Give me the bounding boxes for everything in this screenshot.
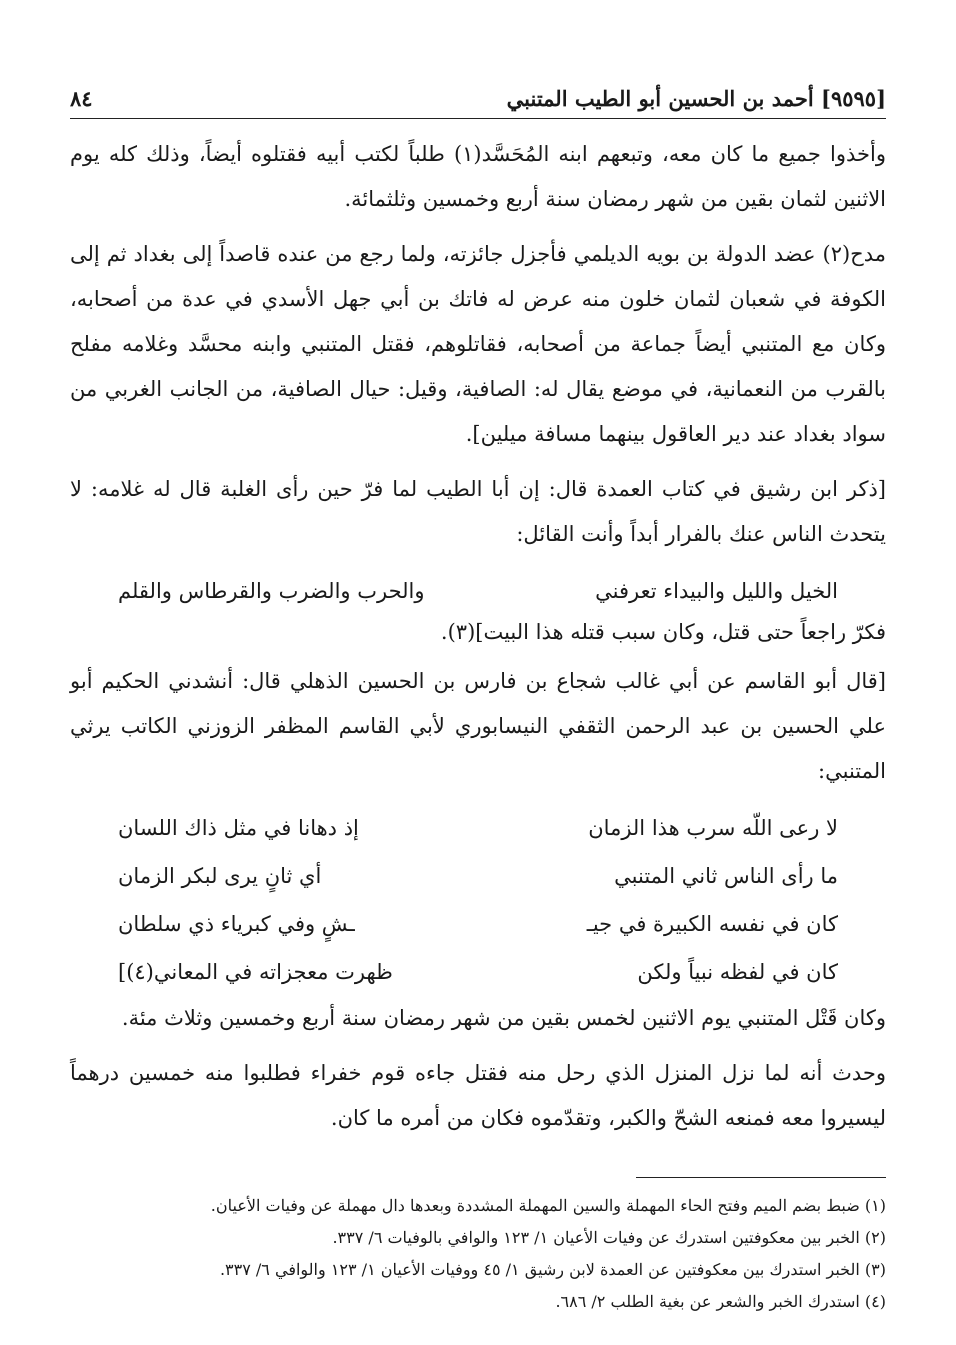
paragraph-1: وأخذوا جميع ما كان معه، وتبعهم ابنه المُحَسَّد(١) طلباً لكتب أبيه فقتلوه أيضاً، وذلك كله يوم الاثنين لثمان بقين من شهر رمضان سنة أربع وخمسين وثلثمائة. [70, 142, 886, 211]
elegy-line [70, 804, 886, 852]
elegy-hemistich-first: كان في نفسه الكبيرة في جيـ [586, 912, 838, 936]
elegy-line [70, 852, 886, 900]
verse-line [70, 567, 886, 615]
footnote: (٤) استدرك الخبر والشعر عن بغية الطلب ٢/ ٦٨٦. [555, 1292, 886, 1311]
footnotes [70, 1190, 886, 1318]
elegy-line [70, 948, 886, 996]
document-page [70, 0, 886, 1345]
verse-hemistich-first: الخيل والليل والبيداء تعرفني [595, 579, 838, 603]
verse-hemistich-second: والحرب والضرب والقرطاس والقلم [118, 579, 425, 603]
footnote: (٢) الخبر بين معكوفتين استدرك عن وفيات الأعيان ١/ ١٢٣ والوافي بالوفيات ٦/ ٣٣٧. [332, 1228, 886, 1247]
elegy-line [70, 900, 886, 948]
elegy-hemistich-first: ما رأى الناس ثاني المتنبي [614, 864, 838, 888]
paragraph-3: [ذكر ابن رشيق في كتاب العمدة قال: إن أبا الطيب لما فرّ حين رأى الغلبة قال له غلامه: لا يتحدث الناس عنك بالفرار أبداً وأنت القائل: [70, 477, 886, 546]
footnote: (٣) الخبر استدرك بين معكوفتين عن العمدة لابن رشيق ١/ ٤٥ ووفيات الأعيان ١/ ١٢٣ والوافي ٦/ ٣٣٧. [219, 1260, 886, 1279]
main-text [70, 132, 886, 1318]
elegy-hemistich-second: ـشٍ وفي كبرياء ذي سلطان [118, 912, 355, 936]
elegy-hemistich-first: كان في لفظه نبياً ولكن [637, 960, 838, 984]
elegy-hemistich-second: ظهرت معجزاته في المعاني(٤)] [118, 960, 393, 984]
footnote: (١) ضبط بضم الميم وفتح الحاء المهملة والسين المهملة المشددة وبعدها دال مهملة عن وفيات الأعيان. [210, 1196, 886, 1215]
paragraph-4: [قال أبو القاسم عن أبي غالب شجاع بن فارس بن الحسين الذهلي قال: أنشدني الحكيم أبو علي الحسين بن عبد الرحمن الثقفي النيسابوري لأبي القاسم المظفر الزوزني الكاتب يرثي المتنبي: [70, 669, 886, 783]
elegy-hemistich-second: إذ دهانا في مثل ذاك اللسان [118, 816, 359, 840]
footnote-separator [636, 1177, 886, 1178]
after-verse-text: فكرّ راجعاً حتى قتل، وكان سبب قتله هذا البيت](٣). [440, 620, 886, 644]
paragraph-6: وحدث أنه لما نزل المنزل الذي رحل منه فقتل جاءه قوم خفراء فطلبوا منه خمسين درهماً ليسيروا معه فمنعه الشحّ والكبر، وتقدّموه فكان من أمره ما كان. [70, 1061, 886, 1130]
paragraph-5: وكان قَتْل المتنبي يوم الاثنين لخمس بقين من شهر رمضان سنة أربع وخمسين وثلاث مئة. [121, 1006, 886, 1030]
running-title: [٩٥٩٥] أحمد بن الحسين أبو الطيب المتنبي [506, 85, 886, 111]
elegy-hemistich-second: أي ثانٍ يرى لبكر الزمان [118, 864, 322, 888]
paragraph-2: مدح(٢) عضد الدولة بن بويه الديلمي فأجزل جائزته، ولما رجع من عنده قاصداً إلى بغداد ثم إلى الكوفة في شعبان لثمان خلون منه عرض له فاتك بن أبي جهل الأسدي في عدة من أصحابه، وكان مع المتنبي أيضاً جماعة من أصحابه، فقاتلوهم، فقتل المتنبي وابنه محسَّد وغلامه مفلح بالقرب من النعمانية، في موضع يقال له: الصافية، وقيل: حيال الصافية، من الجانب الغربي من سواد بغداد عند دير العاقول بينهما مسافة ميلين]. [70, 242, 886, 446]
elegy-hemistich-first: لا رعى اللّه سرب هذا الزمان [588, 816, 838, 840]
page-header [70, 78, 886, 119]
page-number: ٨٤ [70, 85, 93, 111]
